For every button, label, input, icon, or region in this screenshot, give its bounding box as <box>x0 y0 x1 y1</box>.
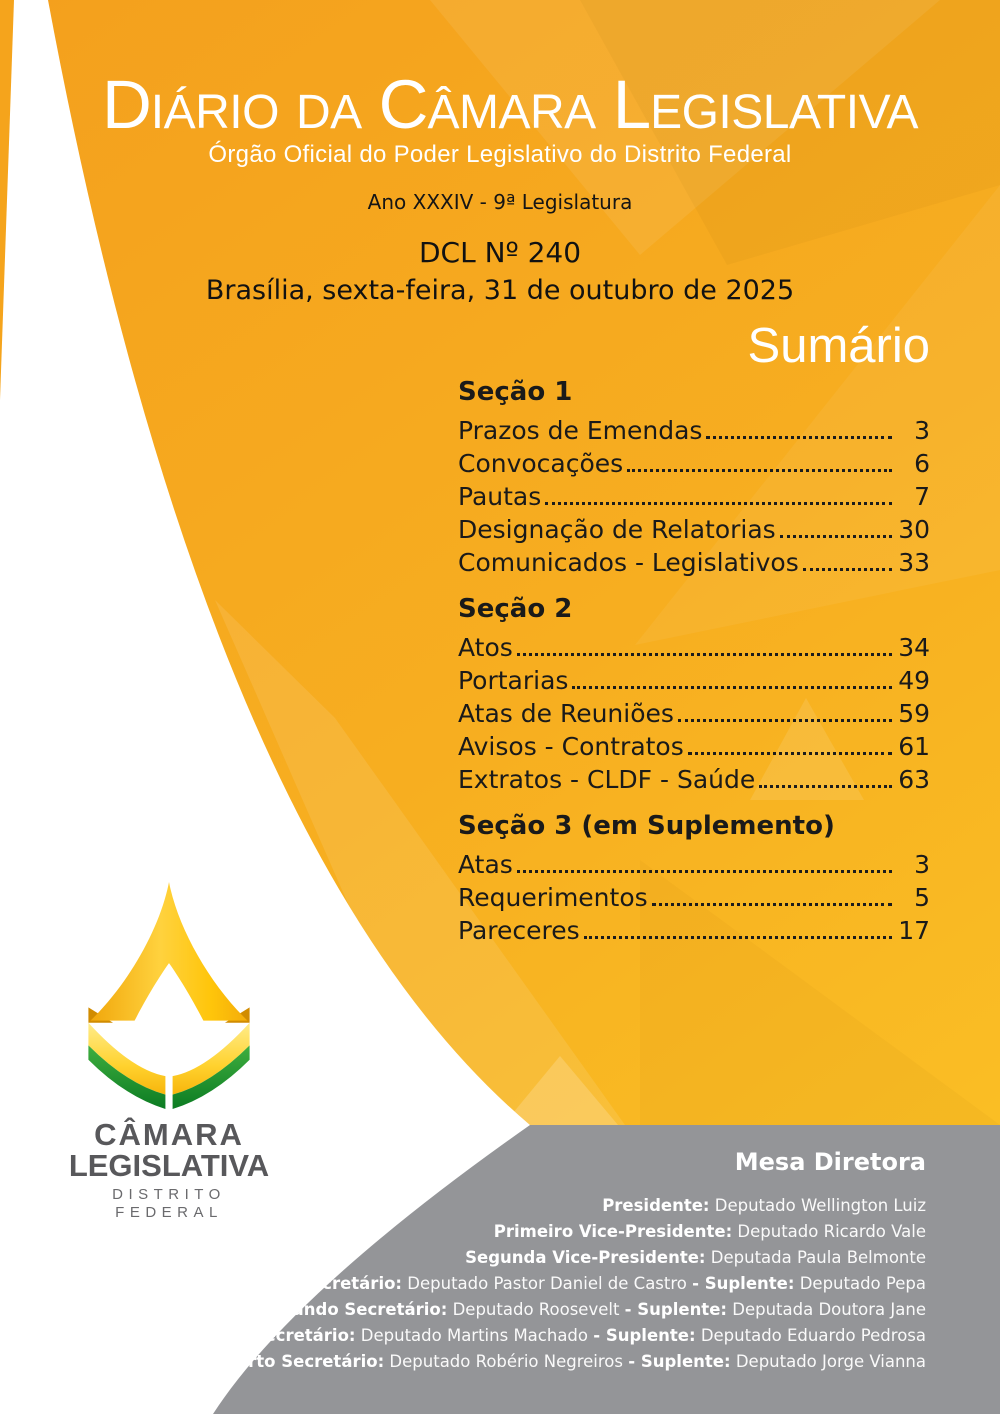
summary-toc <box>458 377 930 962</box>
logo-name-line1: CÂMARA <box>94 1117 244 1152</box>
toc-item-label: Extratos - CLDF - Saúde <box>458 765 756 794</box>
toc-item-label: Convocações <box>458 449 624 478</box>
toc-item <box>458 666 930 699</box>
toc-leader-dots <box>688 752 892 755</box>
toc-item <box>458 482 930 515</box>
board-role: Terceiro Secretário: <box>172 1326 356 1345</box>
toc-item-label: Portarias <box>458 666 569 695</box>
title-initial: C <box>378 66 428 143</box>
board-line <box>172 1297 926 1323</box>
gazette-number: DCL Nº 240 <box>418 236 582 269</box>
board-separator: - <box>628 1352 636 1371</box>
toc-item-page: 61 <box>898 732 930 761</box>
toc-item <box>458 916 930 949</box>
title-word <box>101 66 279 143</box>
title-initial: D <box>101 66 151 143</box>
board-role: Primeiro Secretário: <box>213 1274 403 1293</box>
board-name: Deputado Pastor Daniel de Castro <box>402 1274 687 1293</box>
toc-leader-dots <box>627 469 892 472</box>
toc-leader-dots <box>517 870 892 873</box>
toc-leader-dots <box>706 436 892 439</box>
board-name: Deputado Roosevelt <box>447 1300 620 1319</box>
board-name: Deputada Paula Belmonte <box>705 1248 926 1267</box>
board-role: Quarto Secretário: <box>211 1352 385 1371</box>
toc-item-page: 34 <box>898 633 930 662</box>
mesa-diretora <box>172 1148 926 1375</box>
toc-section <box>458 594 930 798</box>
board-line <box>172 1271 926 1297</box>
toc-leader-dots <box>517 653 892 656</box>
board-name: Deputado Wellington Luiz <box>709 1196 926 1215</box>
summary-title: Sumário <box>747 319 930 373</box>
board-role: Suplente: <box>631 1300 727 1319</box>
title-initial: L <box>612 66 651 143</box>
toc-item-page: 5 <box>914 883 930 912</box>
toc-leader-dots <box>759 785 892 788</box>
toc-item <box>458 515 930 548</box>
masthead-subtitle: Órgão Oficial do Poder Legislativo do Distrito Federal <box>208 141 792 168</box>
board-name: Deputado Jorge Vianna <box>730 1352 926 1371</box>
board-role: Suplente: <box>699 1274 795 1293</box>
toc-heading: Seção 1 <box>458 377 573 407</box>
edition-line: Ano XXXIV - 9ª Legislatura <box>367 190 633 214</box>
masthead-title <box>30 66 990 143</box>
board-role: Presidente: <box>602 1196 710 1215</box>
toc-item <box>458 732 930 765</box>
toc-item-label: Pautas <box>458 482 542 511</box>
board-name: Deputado Ricardo Vale <box>732 1222 926 1241</box>
toc-item-label: Prazos de Emendas <box>458 416 703 445</box>
logo-name-line2: LEGISLATIVA <box>68 1148 270 1183</box>
board-name: Deputado Robério Negreiros <box>384 1352 624 1371</box>
board-name: Deputado Martins Machado <box>355 1326 588 1345</box>
toc-item-label: Avisos - Contratos <box>458 732 684 761</box>
board-role: Suplente: <box>600 1326 696 1345</box>
board-line <box>172 1349 926 1375</box>
toc-item-page: 17 <box>898 916 930 945</box>
toc-item-label: Pareceres <box>458 916 580 945</box>
title-rest: IÁRIO <box>150 86 279 139</box>
toc-item-page: 6 <box>914 449 930 478</box>
toc-leader-dots <box>780 535 892 538</box>
board-title: Mesa Diretora <box>734 1148 926 1176</box>
toc-item-page: 7 <box>914 482 930 511</box>
title-rest: DA <box>295 86 362 139</box>
toc-leader-dots <box>803 568 892 571</box>
toc-section <box>458 811 930 949</box>
toc-item <box>458 416 930 449</box>
toc-item-page: 3 <box>914 416 930 445</box>
title-word <box>295 86 362 139</box>
toc-item <box>458 883 930 916</box>
title-word <box>378 66 596 143</box>
toc-leader-dots <box>545 502 892 505</box>
board-line <box>172 1323 926 1349</box>
toc-item <box>458 633 930 666</box>
board-line <box>172 1219 926 1245</box>
board-role: Primeiro Vice-Presidente: <box>493 1222 733 1241</box>
cldf-arrow-logo-icon <box>84 880 254 1110</box>
toc-item <box>458 449 930 482</box>
toc-item <box>458 850 930 883</box>
toc-leader-dots <box>572 686 892 689</box>
toc-item-label: Requerimentos <box>458 883 648 912</box>
gazette-date: Brasília, sexta-feira, 31 de outubro de 2025 <box>205 275 795 306</box>
toc-item-page: 3 <box>914 850 930 879</box>
toc-heading: Seção 2 <box>458 594 573 624</box>
board-name: Deputada Doutora Jane <box>727 1300 926 1319</box>
toc-item-label: Atas <box>458 850 513 879</box>
title-rest: EGISLATIVA <box>650 86 919 139</box>
toc-item-page: 30 <box>898 515 930 544</box>
toc-item-label: Designação de Relatorias <box>458 515 776 544</box>
toc-item <box>458 699 930 732</box>
toc-section <box>458 377 930 581</box>
toc-item <box>458 548 930 581</box>
toc-item-page: 33 <box>898 548 930 577</box>
board-separator: - <box>593 1326 601 1345</box>
toc-heading: Seção 3 (em Suplemento) <box>458 811 835 841</box>
board-name: Deputado Eduardo Pedrosa <box>695 1326 926 1345</box>
board-role: Segunda Vice-Presidente: <box>465 1248 706 1267</box>
toc-leader-dots <box>678 719 892 722</box>
toc-leader-dots <box>652 903 892 906</box>
toc-item-label: Atas de Reuniões <box>458 699 674 728</box>
board-line <box>172 1245 926 1271</box>
title-word <box>612 66 919 143</box>
board-name: Deputado Pepa <box>794 1274 926 1293</box>
toc-item-label: Atos <box>458 633 513 662</box>
board-separator: - <box>692 1274 699 1293</box>
toc-item <box>458 765 930 798</box>
board-role: Suplente: <box>635 1352 731 1371</box>
toc-item-page: 59 <box>898 699 930 728</box>
board-separator: - <box>624 1300 632 1319</box>
toc-leader-dots <box>584 936 892 939</box>
board-line <box>172 1193 926 1219</box>
logo-subline: DISTRITO FEDERAL <box>112 1186 226 1221</box>
board-lines <box>172 1193 926 1375</box>
toc-item-page: 49 <box>898 666 930 695</box>
title-rest: ÂMARA <box>427 86 596 139</box>
board-role: Segundo Secretário: <box>257 1300 448 1319</box>
toc-item-page: 63 <box>898 765 930 794</box>
toc-item-label: Comunicados - Legislativos <box>458 548 799 577</box>
